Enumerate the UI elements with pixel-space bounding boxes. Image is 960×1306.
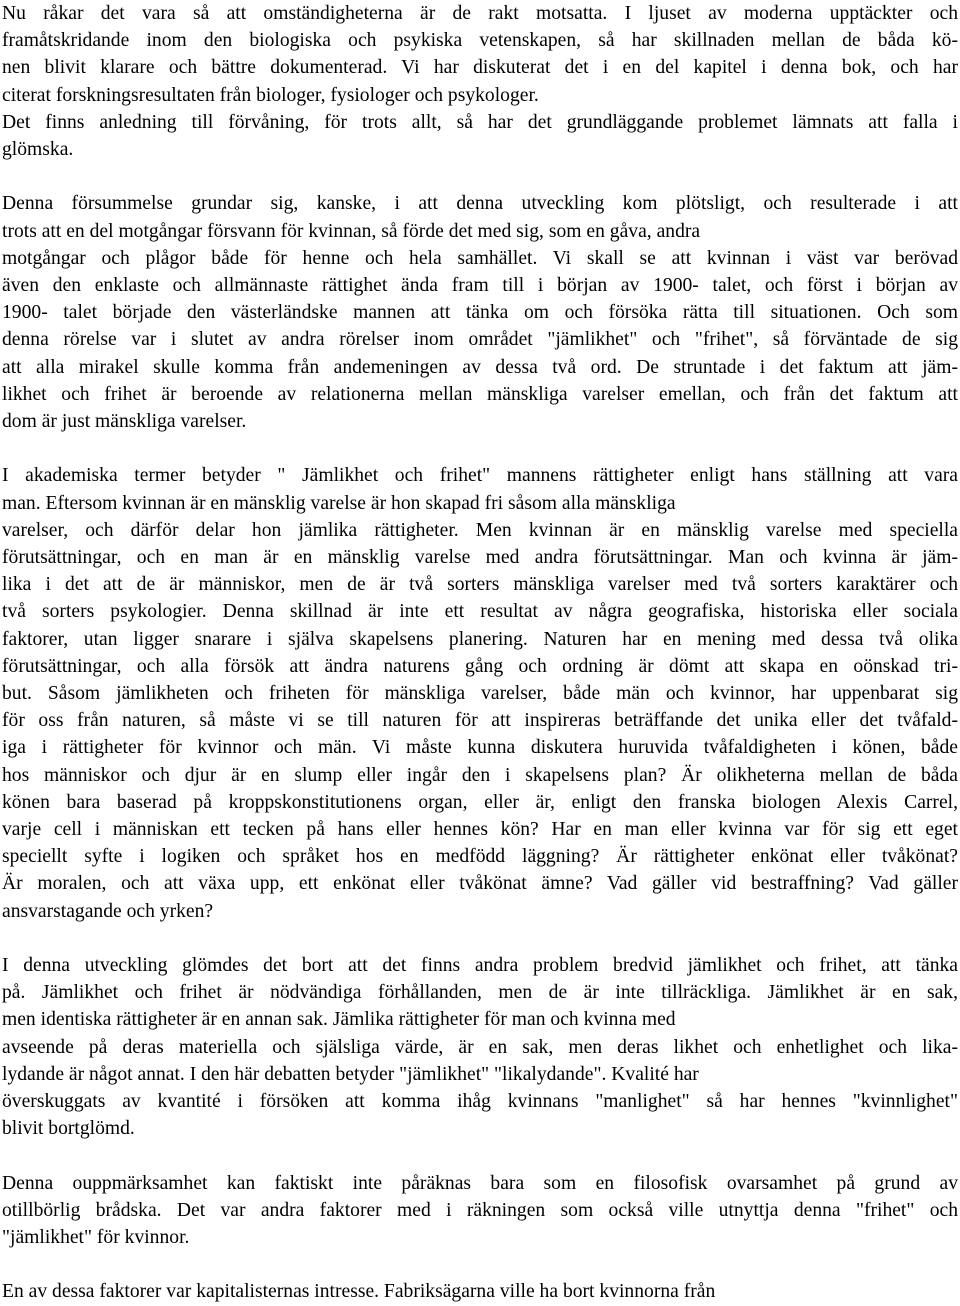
text-line: överskuggats av kvantité i försöken att komma ihåg kvinnans "manlighet" så har hennes "kvinnlighet" [2, 1091, 958, 1113]
paragraph-7 [2, 1278, 958, 1305]
text-line: motgångar och plågor både för henne och hela samhället. Vi skall se att kvinnan i väst var berövad [2, 247, 958, 269]
text-line: I akademiska termer betyder " Jämlikhet och frihet" mannens rättigheter enligt hans ställning att vara [2, 465, 958, 487]
paragraph-spacer [2, 435, 958, 462]
text-line: förutsättningar, och alla försök att ändra naturens gång och ordning är dömt att skapa en oönskad tri- [2, 655, 958, 677]
paragraph-3 [2, 190, 958, 435]
text-line: nen blivit klarare och bättre dokumenterad. Vi har diskuterat det i en del kapitel i denna bok, och har [2, 57, 958, 79]
paragraph-2 [2, 109, 958, 163]
text-line: "jämlikhet" för kvinnor. [2, 1227, 190, 1249]
text-line: man. Eftersom kvinnan är en mänsklig varelse är hon skapad fri såsom alla mänskliga [2, 492, 676, 514]
text-line: framåtskridande inom den biologiska och psykiska vetenskapen, så har skillnaden mellan de båda kö- [2, 30, 958, 52]
text-line: Denna försummelse grundar sig, kanske, i att denna utveckling kom plötsligt, och resulterade i att [2, 193, 958, 215]
text-line: iga i rättigheter för kvinnor och män. Vi måste kunna diskutera huruvida tvåfaldigheten i könen, både [2, 737, 958, 759]
text-line: även den enklaste och allmännaste rättighet ända fram till i början av 1900- talet, och först i början av [2, 275, 958, 297]
text-line: lydande är något annat. I den här debatten betyder "jämlikhet" "likalydande". Kvalité har [2, 1063, 699, 1085]
text-line: men identiska rättigheter är en annan sak. Jämlika rättigheter för man och kvinna med [2, 1009, 676, 1031]
text-line: lika i det att de är människor, men de är två sorters mänskliga varelser med två sorters karaktärer och [2, 574, 958, 596]
paragraph-spacer [2, 1142, 958, 1169]
text-line: I denna utveckling glömdes det bort att det finns andra problem bredvid jämlikhet och frihet, att tänka [2, 955, 958, 977]
text-line: Nu råkar det vara så att omständigheterna är de rakt motsatta. I ljuset av moderna upptäckter och [2, 3, 958, 24]
text-line: att alla mirakel skulle komma från andemeningen av dessa två ord. De struntade i det faktum att jäm- [2, 356, 958, 378]
text-line: but. Såsom jämlikheten och friheten för mänskliga varelser, både män och kvinnor, har uppenbarat sig [2, 683, 958, 705]
text-line: faktorer, utan ligger snarare i själva skapelsens planering. Naturen har en mening med dessa två olika [2, 628, 958, 650]
text-line: speciellt syfte i logiken och språket hos en medfödd läggning? Är rättigheter enkönat eller tvåkönat? [2, 846, 958, 868]
text-line: två sorters psykologier. Denna skillnad är inte ett resultat av några geografiska, historiska eller sociala [2, 601, 958, 623]
text-line: glömska. [2, 139, 74, 161]
text-line: varelser, och därför delar hon jämlika rättigheter. Men kvinnan är en mänsklig varelse med speciella [2, 519, 958, 541]
text-line: denna rörelse var i slutet av andra rörelser inom området "jämlikhet" och "frihet", så förväntade de sig [2, 329, 958, 351]
text-line: förutsättningar, och en man är en mänsklig varelse med andra förutsättningar. Man och kvinna är jäm- [2, 547, 958, 569]
text-line: Det finns anledning till förvåning, för trots allt, så har det grundläggande problemet lämnats att falla i [2, 111, 958, 133]
text-line: otillbörlig brådska. Det var andra faktorer med i räkningen som också ville utnyttja denna "frihet" och [2, 1199, 958, 1221]
paragraph-6 [2, 1170, 958, 1252]
text-line: Är moralen, och att växa upp, ett enkönat eller tvåkönat ämne? Vad gäller vid bestraffning? Vad gäller [2, 873, 958, 895]
text-line: 1900- talet började den västerländske mannen att tänka om och försöka rätta till situationen. Och som [2, 302, 958, 324]
text-line: könen bara baserad på kroppskonstitutionens organ, eller är, enligt den franska biologen Alexis Carrel, [2, 791, 958, 813]
text-line: blivit bortglömd. [2, 1118, 135, 1140]
paragraph-1 [2, 0, 958, 109]
text-line: Denna ouppmärksamhet kan faktiskt inte påräknas bara som en filosofisk ovarsamhet på grund av [2, 1172, 958, 1194]
paragraph-spacer [2, 1251, 958, 1278]
text-line: på. Jämlikhet och frihet är nödvändiga förhållanden, men de är inte tillräckliga. Jämlikhet är en sak, [2, 982, 958, 1004]
text-line: varje cell i människan ett tecken på hans eller hennes kön? Har en man eller kvinna var för sig ett eget [2, 819, 958, 841]
text-line: för oss från naturen, så måste vi se till naturen för att inspireras beträffande det unika eller det tvåfald- [2, 710, 958, 732]
text-line: citerat forskningsresultaten från biologer, fysiologer och psykologer. [2, 84, 539, 106]
paragraph-5 [2, 952, 958, 1142]
paragraph-4 [2, 462, 958, 924]
text-line: En av dessa faktorer var kapitalisternas intresse. Fabriksägarna ville ha bort kvinnorna från [2, 1281, 716, 1303]
text-line: dom är just mänskliga varelser. [2, 411, 247, 433]
paragraph-spacer [2, 925, 958, 952]
paragraph-spacer [2, 163, 958, 190]
text-line: ansvarstagande och yrken? [2, 900, 214, 922]
text-line: trots att en del motgångar försvann för kvinnan, så förde det med sig, som en gåva, andra [2, 220, 701, 242]
text-line: avseende på deras materiella och själsliga värde, är en sak, men deras likhet och enhetlighet och lika- [2, 1036, 958, 1058]
text-line: likhet och frihet är beroende av relationerna mellan mänskliga varelser emellan, och från det faktum att [2, 383, 958, 405]
text-line: hos människor och djur är en slump eller ingår den i skapelsens plan? Är olikheterna mellan de båda [2, 764, 958, 786]
